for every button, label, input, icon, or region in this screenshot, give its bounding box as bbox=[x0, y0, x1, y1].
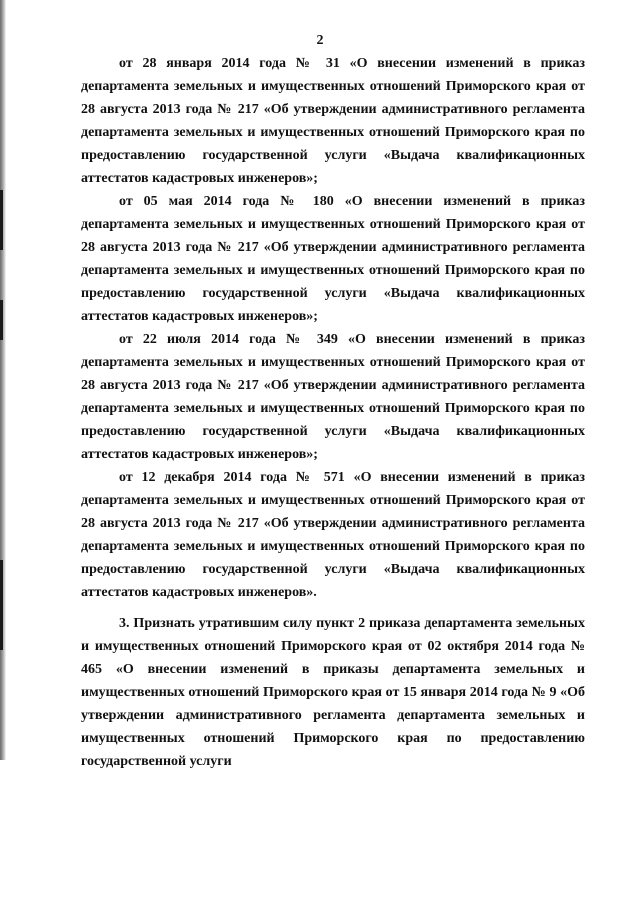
paragraph-order-349: от 22 июля 2014 года № 349 «О внесении изменений в приказ департамента земельных и имущественных отношений Приморского края от 28 августа 2013 года № 217 «Об утверждении административного регламента департамента земельных и имущественных отношений Приморского края по предоставлению государственной услуги «Выдача квалификационных аттестатов кадастровых инженеров»; bbox=[81, 332, 585, 462]
paragraph-order-571: от 12 декабря 2014 года № 571 «О внесении изменений в приказ департамента земельных и имущественных отношений Приморского края от 28 августа 2013 года № 217 «Об утверждении административного регламента департамента земельных и имущественных отношений Приморского края по предоставлению государственной услуги «Выдача квалификационных аттестатов кадастровых инженеров». bbox=[81, 470, 585, 600]
paragraph-order-180: от 05 мая 2014 года № 180 «О внесении изменений в приказ департамента земельных и имущественных отношений Приморского края от 28 августа 2013 года № 217 «Об утверждении административного регламента департамента земельных и имущественных отношений Приморского края по предоставлению государственной услуги «Выдача квалификационных аттестатов кадастровых инженеров»; bbox=[81, 194, 585, 324]
scan-edge-mark bbox=[0, 560, 3, 650]
paragraph-order-31: от 28 января 2014 года № 31 «О внесении изменений в приказ департамента земельных и имущественных отношений Приморского края от 28 августа 2013 года № 217 «Об утверждении административного регламента департамента земельных и имущественных отношений Приморского края по предоставлению государственной услуги «Выдача квалификационных аттестатов кадастровых инженеров»; bbox=[81, 56, 585, 186]
document-body bbox=[81, 52, 585, 773]
page-number: 2 bbox=[316, 33, 324, 48]
scan-edge-mark bbox=[0, 190, 3, 250]
paragraph-clause-3: 3. Признать утратившим силу пункт 2 приказа департамента земельных и имущественных отношений Приморского края от 02 октября 2014 года № 465 «О внесении изменений в приказы департамента земельных и имущественных отношений Приморского края от 15 января 2014 года № 9 «Об утверждении административного регламента департамента земельных и имущественных отношений Приморского края по предоставлению государственной услуги bbox=[81, 616, 585, 769]
scan-edge-mark bbox=[0, 300, 3, 340]
